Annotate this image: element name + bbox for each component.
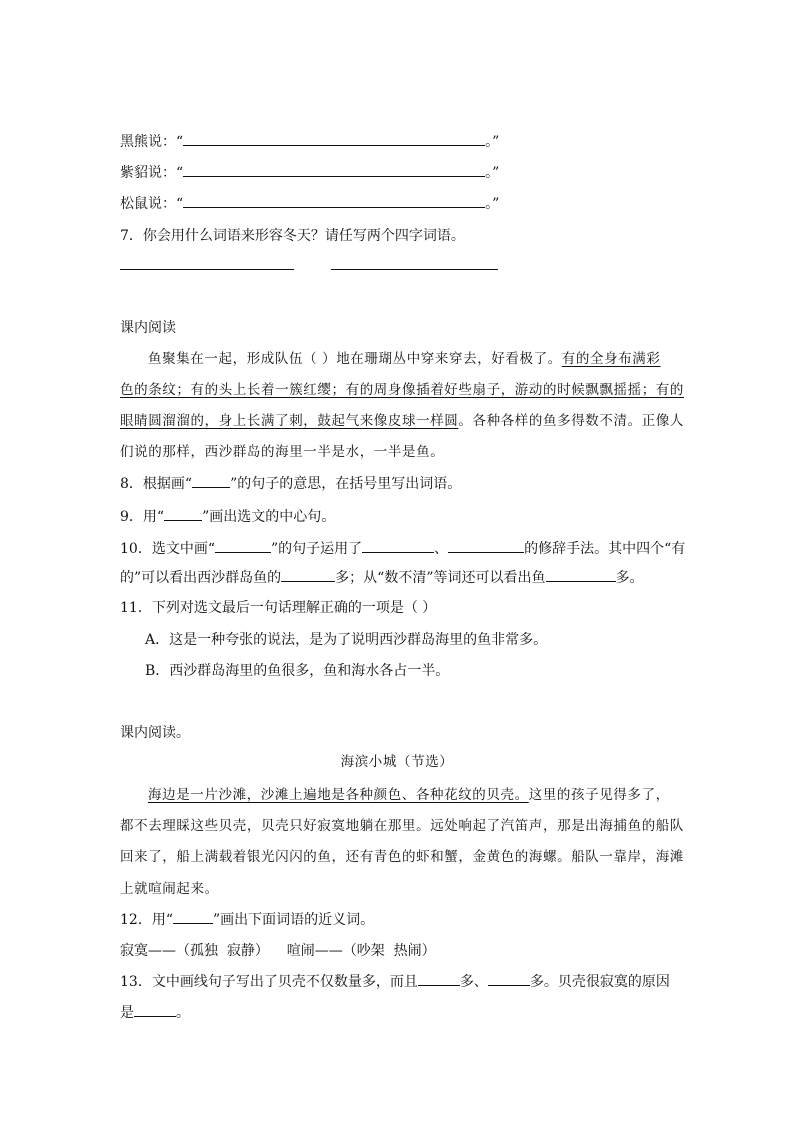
answer-blank[interactable] bbox=[183, 193, 485, 208]
passage-line: 海边是一片沙滩，沙滩上遍地是各种颜色、各种花纹的贝壳。这里的孩子见得多了， bbox=[148, 787, 670, 803]
question-13-line-1: 13．文中画线句子写出了贝壳不仅数量多，而且 多、 多。贝壳很寂寞的原因 bbox=[120, 971, 670, 992]
section-title: 课内阅读。 bbox=[120, 725, 190, 741]
passage-line: 上就喧闹起来。 bbox=[120, 881, 219, 897]
passage-line: 回来了，船上满载着银光闪闪的鱼，还有青色的虾和蟹，金黄色的海螺。船队一靠岸，海滩 bbox=[120, 849, 684, 865]
answer-blank[interactable] bbox=[281, 567, 335, 582]
line-sample-blank bbox=[215, 538, 271, 553]
speaker-label: 松鼠说：“ bbox=[120, 196, 184, 212]
answer-blank[interactable] bbox=[488, 971, 530, 986]
underlined-sentence: 海边是一片沙滩，沙滩上遍地是各种颜色、各种花纹的贝壳。 bbox=[148, 787, 529, 803]
passage-line: 们说的那样，西沙群岛的海里一半是水，一半是鱼。 bbox=[120, 444, 445, 460]
speaker-label: 紫貂说：“ bbox=[120, 165, 184, 181]
underlined-sentence: 有的全身布满彩 bbox=[561, 351, 661, 367]
option-a[interactable]: A．这是一种夸张的说法，是为了说明西沙群岛海里的鱼非常多。 bbox=[145, 632, 548, 648]
section-title: 课内阅读 bbox=[120, 320, 176, 336]
answer-blank[interactable] bbox=[362, 538, 434, 553]
question-11: 11．下列对选文最后一句话理解正确的一项是（ ） bbox=[120, 600, 437, 616]
underlined-sentence: 色的条纹；有的头上长着一簇红缨；有的周身像插着好些扇子，游动的时候飘飘摇摇；有的 bbox=[120, 382, 684, 398]
question-13-line-2: 是 。 bbox=[120, 1002, 190, 1023]
speaker-label: 黑熊说：“ bbox=[120, 134, 184, 150]
answer-blank[interactable] bbox=[183, 131, 485, 146]
question-12: 12．用“ ”画出下面词语的近义词。 bbox=[120, 909, 374, 930]
q6-line-zidiao: 紫貂说：“ 。” bbox=[120, 162, 499, 183]
word-options: 寂寞——（孤独 寂静） 喧闹——（吵架 热闹） bbox=[120, 943, 436, 959]
question-8: 8．根据画“ ”的句子的意思，在括号里写出词语。 bbox=[120, 473, 461, 494]
question-7: 7．你会用什么词语来形容冬天？请任写两个四字词语。 bbox=[120, 228, 465, 244]
line-sample-blank bbox=[192, 473, 230, 488]
answer-line-1[interactable] bbox=[120, 269, 294, 270]
question-10-line-2: 的”可以看出西沙群岛鱼的 多；从“数不清”等词还可以看出鱼 多。 bbox=[120, 567, 644, 588]
question-10-line-1: 10．选文中画“ ”的句子运用了 、 的修辞手法。其中四个“有 bbox=[120, 538, 685, 559]
option-b[interactable]: B．西沙群岛海里的鱼很多，鱼和海水各占一半。 bbox=[145, 663, 450, 679]
passage-line: 都不去理睬这些贝壳，贝壳只好寂寞地躺在那里。远处响起了汽笛声，那是出海捕鱼的船队 bbox=[120, 818, 684, 834]
q6-line-heixiong: 黑熊说：“ 。” bbox=[120, 131, 499, 152]
passage-line: 眼睛圆溜溜的，身上长满了刺，鼓起气来像皮球一样圆。各种各样的鱼多得数不清。正像人 bbox=[120, 413, 685, 429]
passage-line: 鱼聚集在一起，形成队伍（ ）地在珊瑚丛中穿来穿去，好看极了。有的全身布满彩 bbox=[148, 351, 661, 367]
underlined-sentence: 眼睛圆溜溜的，身上长满了刺，鼓起气来像皮球一样圆 bbox=[120, 413, 459, 429]
passage-title: 海滨小城（节选） bbox=[340, 754, 454, 770]
answer-blank[interactable] bbox=[418, 971, 460, 986]
passage-line bbox=[120, 380, 684, 400]
answer-blank[interactable] bbox=[134, 1002, 176, 1017]
answer-blank[interactable] bbox=[546, 567, 616, 582]
answer-blank[interactable] bbox=[448, 538, 524, 553]
line-sample-blank bbox=[173, 909, 213, 924]
question-9: 9．用“ ”画出选文的中心句。 bbox=[120, 506, 335, 527]
line-sample-blank bbox=[164, 506, 202, 521]
q6-line-songshu: 松鼠说：“ 。” bbox=[120, 193, 499, 214]
answer-blank[interactable] bbox=[183, 162, 485, 177]
answer-line-2[interactable] bbox=[331, 269, 498, 270]
